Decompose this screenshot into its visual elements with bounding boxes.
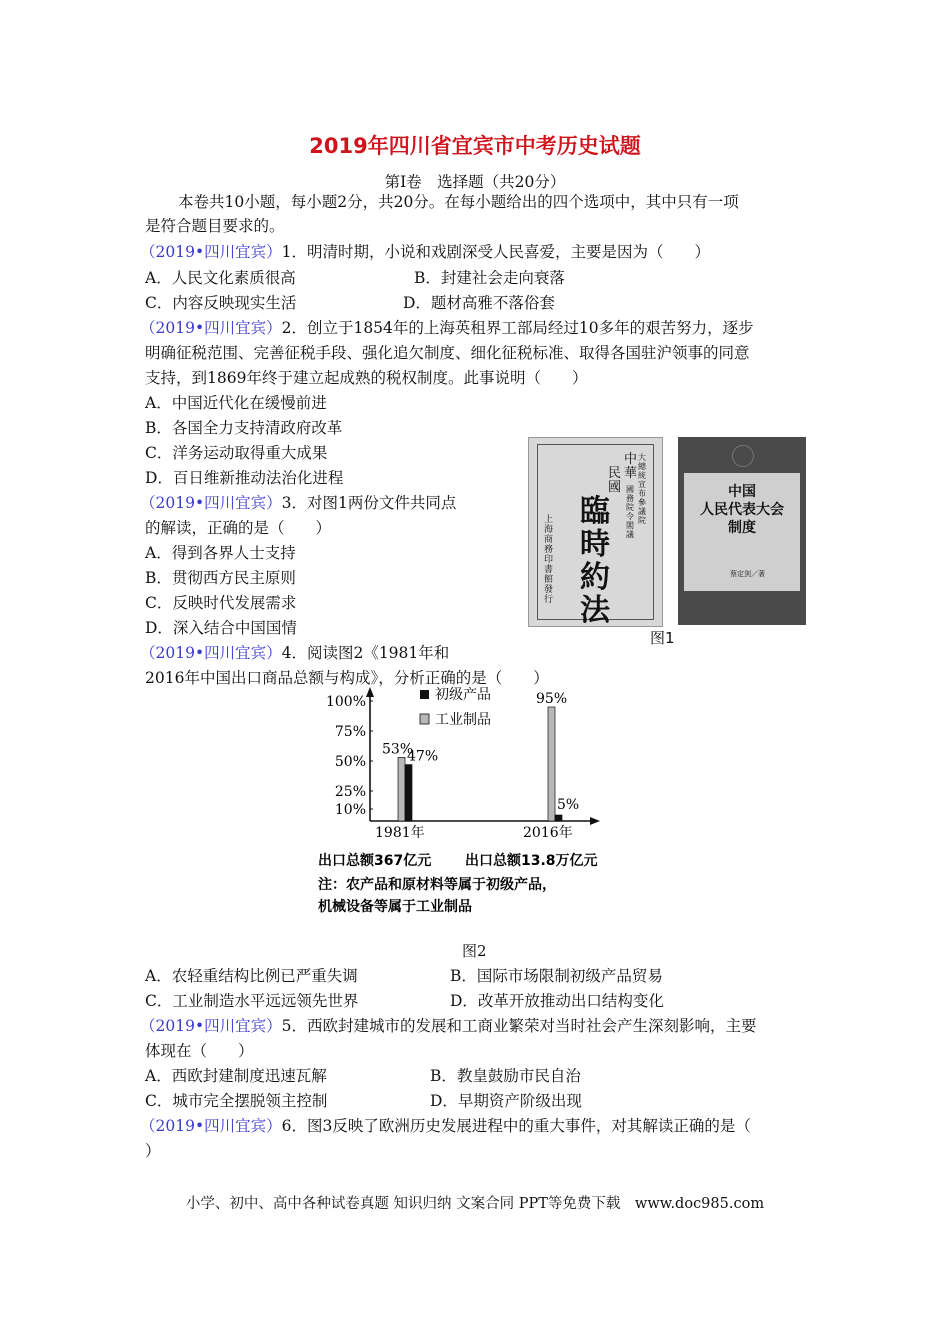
q2-option-d: D．百日维新推动法治化进程 xyxy=(145,469,344,487)
y-tick-label: 75% xyxy=(334,724,366,740)
y-tick-label: 100% xyxy=(325,694,366,710)
q4-option-c: C．工业制造水平远远领先世界 xyxy=(145,992,359,1010)
intro-line-2: 是符合题目要求的。 xyxy=(145,217,285,235)
bar-industrial-0 xyxy=(398,757,405,821)
source-tag: （2019•四川宜宾） xyxy=(140,644,282,662)
question-1: （2019•四川宜宾）1．明清时期，小说和戏剧深受人民喜爱，主要是因为（ ） xyxy=(140,243,710,261)
book1-top-text: 中 華 xyxy=(624,452,638,481)
book1-side-text-2: 國 務 院 令 閣 議 xyxy=(626,485,634,539)
q5-option-c: C．城市完全摆脱领主控制 xyxy=(145,1092,328,1110)
chart-note-line-1: 注：农产品和原材料等属于初级产品， xyxy=(318,877,556,893)
page-title: 2019年四川省宜宾市中考历史试题 xyxy=(309,134,641,158)
q5-stem-line-2: 体现在（ ） xyxy=(145,1042,254,1060)
q1-option-c: C．内容反映现实生活 xyxy=(145,294,297,312)
data-label-industrial-1: 95% xyxy=(536,691,568,707)
question-2: （2019•四川宜宾）2．创立于1854年的上海英租界工部局经过10多年的艰苦努力，逐步 xyxy=(140,319,754,337)
q1-option-a: A．人民文化素质很高 xyxy=(145,269,296,287)
q3-option-a: A．得到各界人士支持 xyxy=(145,544,296,562)
data-label-primary-1: 5% xyxy=(557,797,580,813)
q4-option-b: B．国际市场限制初级产品贸易 xyxy=(450,967,663,985)
bar-industrial-1 xyxy=(548,707,555,821)
question-4: （2019•四川宜宾）4．阅读图2《1981年和 xyxy=(140,644,450,662)
y-tick-label: 50% xyxy=(334,754,366,770)
bar-primary-1 xyxy=(555,815,562,821)
section-heading: 第Ⅰ卷 选择题（共20分） xyxy=(384,173,566,191)
q2-option-b: B．各国全力支持清政府改革 xyxy=(145,419,343,437)
x-axis-arrow-icon xyxy=(590,817,600,825)
source-tag: （2019•四川宜宾） xyxy=(140,1017,282,1035)
source-tag: （2019•四川宜宾） xyxy=(140,319,282,337)
data-label-industrial-0: 53% xyxy=(382,741,414,758)
figure-1-label: 图1 xyxy=(650,629,675,647)
x-tick-1981: 1981年 xyxy=(375,825,425,841)
page-footer: 小学、初中、高中各种试卷真题 知识归纳 文案合同 PPT等免费下载 www.doc985.com xyxy=(185,1196,765,1212)
question-5: （2019•四川宜宾）5．西欧封建城市的发展和工商业繁荣对当时社会产生深刻影响，主要 xyxy=(140,1017,757,1035)
source-tag: （2019•四川宜宾） xyxy=(140,1117,282,1135)
q2-option-c: C．洋务运动取得重大成果 xyxy=(145,444,328,462)
q6-stem-line-2: ） xyxy=(145,1142,161,1160)
book2-title: 中国 人民代表大会 制度 xyxy=(700,484,784,536)
source-tag: （2019•四川宜宾） xyxy=(140,494,282,512)
x-tick-2016: 2016年 xyxy=(523,825,573,841)
total-1981: 出口总额367亿元 xyxy=(318,853,432,869)
legend-label-primary: 初级产品 xyxy=(435,687,491,703)
export-composition-chart xyxy=(310,685,645,920)
book2-author: 蔡定剑／著 xyxy=(730,570,765,578)
q3-option-c: C．反映时代发展需求 xyxy=(145,594,297,612)
q3-option-b: B．贯彻西方民主原则 xyxy=(145,569,296,587)
q1-option-d: D．题材高雅不落俗套 xyxy=(403,294,555,312)
q4-option-a: A．农轻重结构比例已严重失调 xyxy=(145,967,358,985)
q2-stem-line-3: 支持，到1869年终于建立起成熟的税权制度。此事说明（ ） xyxy=(145,369,588,387)
q1-option-b: B．封建社会走向衰落 xyxy=(414,269,565,287)
legend-label-industrial: 工业制品 xyxy=(435,712,491,728)
q5-option-a: A．西欧封建制度迅速瓦解 xyxy=(145,1067,327,1085)
q4-option-d: D．改革开放推动出口结构变化 xyxy=(450,992,664,1010)
q2-stem-line-2: 明确征税范围、完善征税手段、强化追欠制度、细化征税标准、取得各国驻沪领事的同意 xyxy=(145,344,750,362)
book1-left-text: 民 國 xyxy=(608,466,622,495)
total-2016: 出口总额13.8万亿元 xyxy=(465,853,598,869)
book1-publisher: 上 海 商 務 印 書 館 發 行 xyxy=(544,515,554,605)
book-cover-provisional-constitution xyxy=(528,437,663,627)
question-3: （2019•四川宜宾）3．对图1两份文件共同点 xyxy=(140,494,457,512)
q3-option-d: D．深入结合中国国情 xyxy=(145,619,297,637)
q5-option-b: B．教皇鼓励市民自治 xyxy=(430,1067,581,1085)
intro-line-1: 本卷共10小题，每小题2分，共20分。在每小题给出的四个选项中，其中只有一项 xyxy=(178,193,739,211)
legend-swatch-industrial xyxy=(420,714,429,724)
y-axis-arrow-icon xyxy=(366,687,374,697)
chart-note-line-2: 机械设备等属于工业制品 xyxy=(318,899,472,915)
y-tick-label: 10% xyxy=(334,802,366,818)
bar-primary-0 xyxy=(405,765,412,821)
q3-stem-line-2: 的解读，正确的是（ ） xyxy=(145,519,332,537)
legend-swatch-primary xyxy=(420,690,429,699)
book1-side-text-1: 大 總 統 宣 布 參 議 院 xyxy=(638,453,646,525)
book1-main-title: 臨 時 約 法 xyxy=(580,494,610,628)
book-cover-peoples-congress xyxy=(678,437,806,625)
q4-stem-line-2: 2016年中国出口商品总额与构成》，分析正确的是（ ） xyxy=(145,669,549,687)
source-tag: （2019•四川宜宾） xyxy=(140,243,282,261)
figure-2-label: 图2 xyxy=(462,942,487,960)
q5-option-d: D．早期资产阶级出现 xyxy=(430,1092,582,1110)
y-tick-label: 25% xyxy=(334,784,366,800)
data-label-primary-0: 47% xyxy=(407,748,439,765)
q2-option-a: A．中国近代化在缓慢前进 xyxy=(145,394,327,412)
question-6: （2019•四川宜宾）6．图3反映了欧洲历史发展进程中的重大事件，对其解读正确的是（ xyxy=(140,1117,751,1135)
emblem-icon xyxy=(732,445,754,467)
